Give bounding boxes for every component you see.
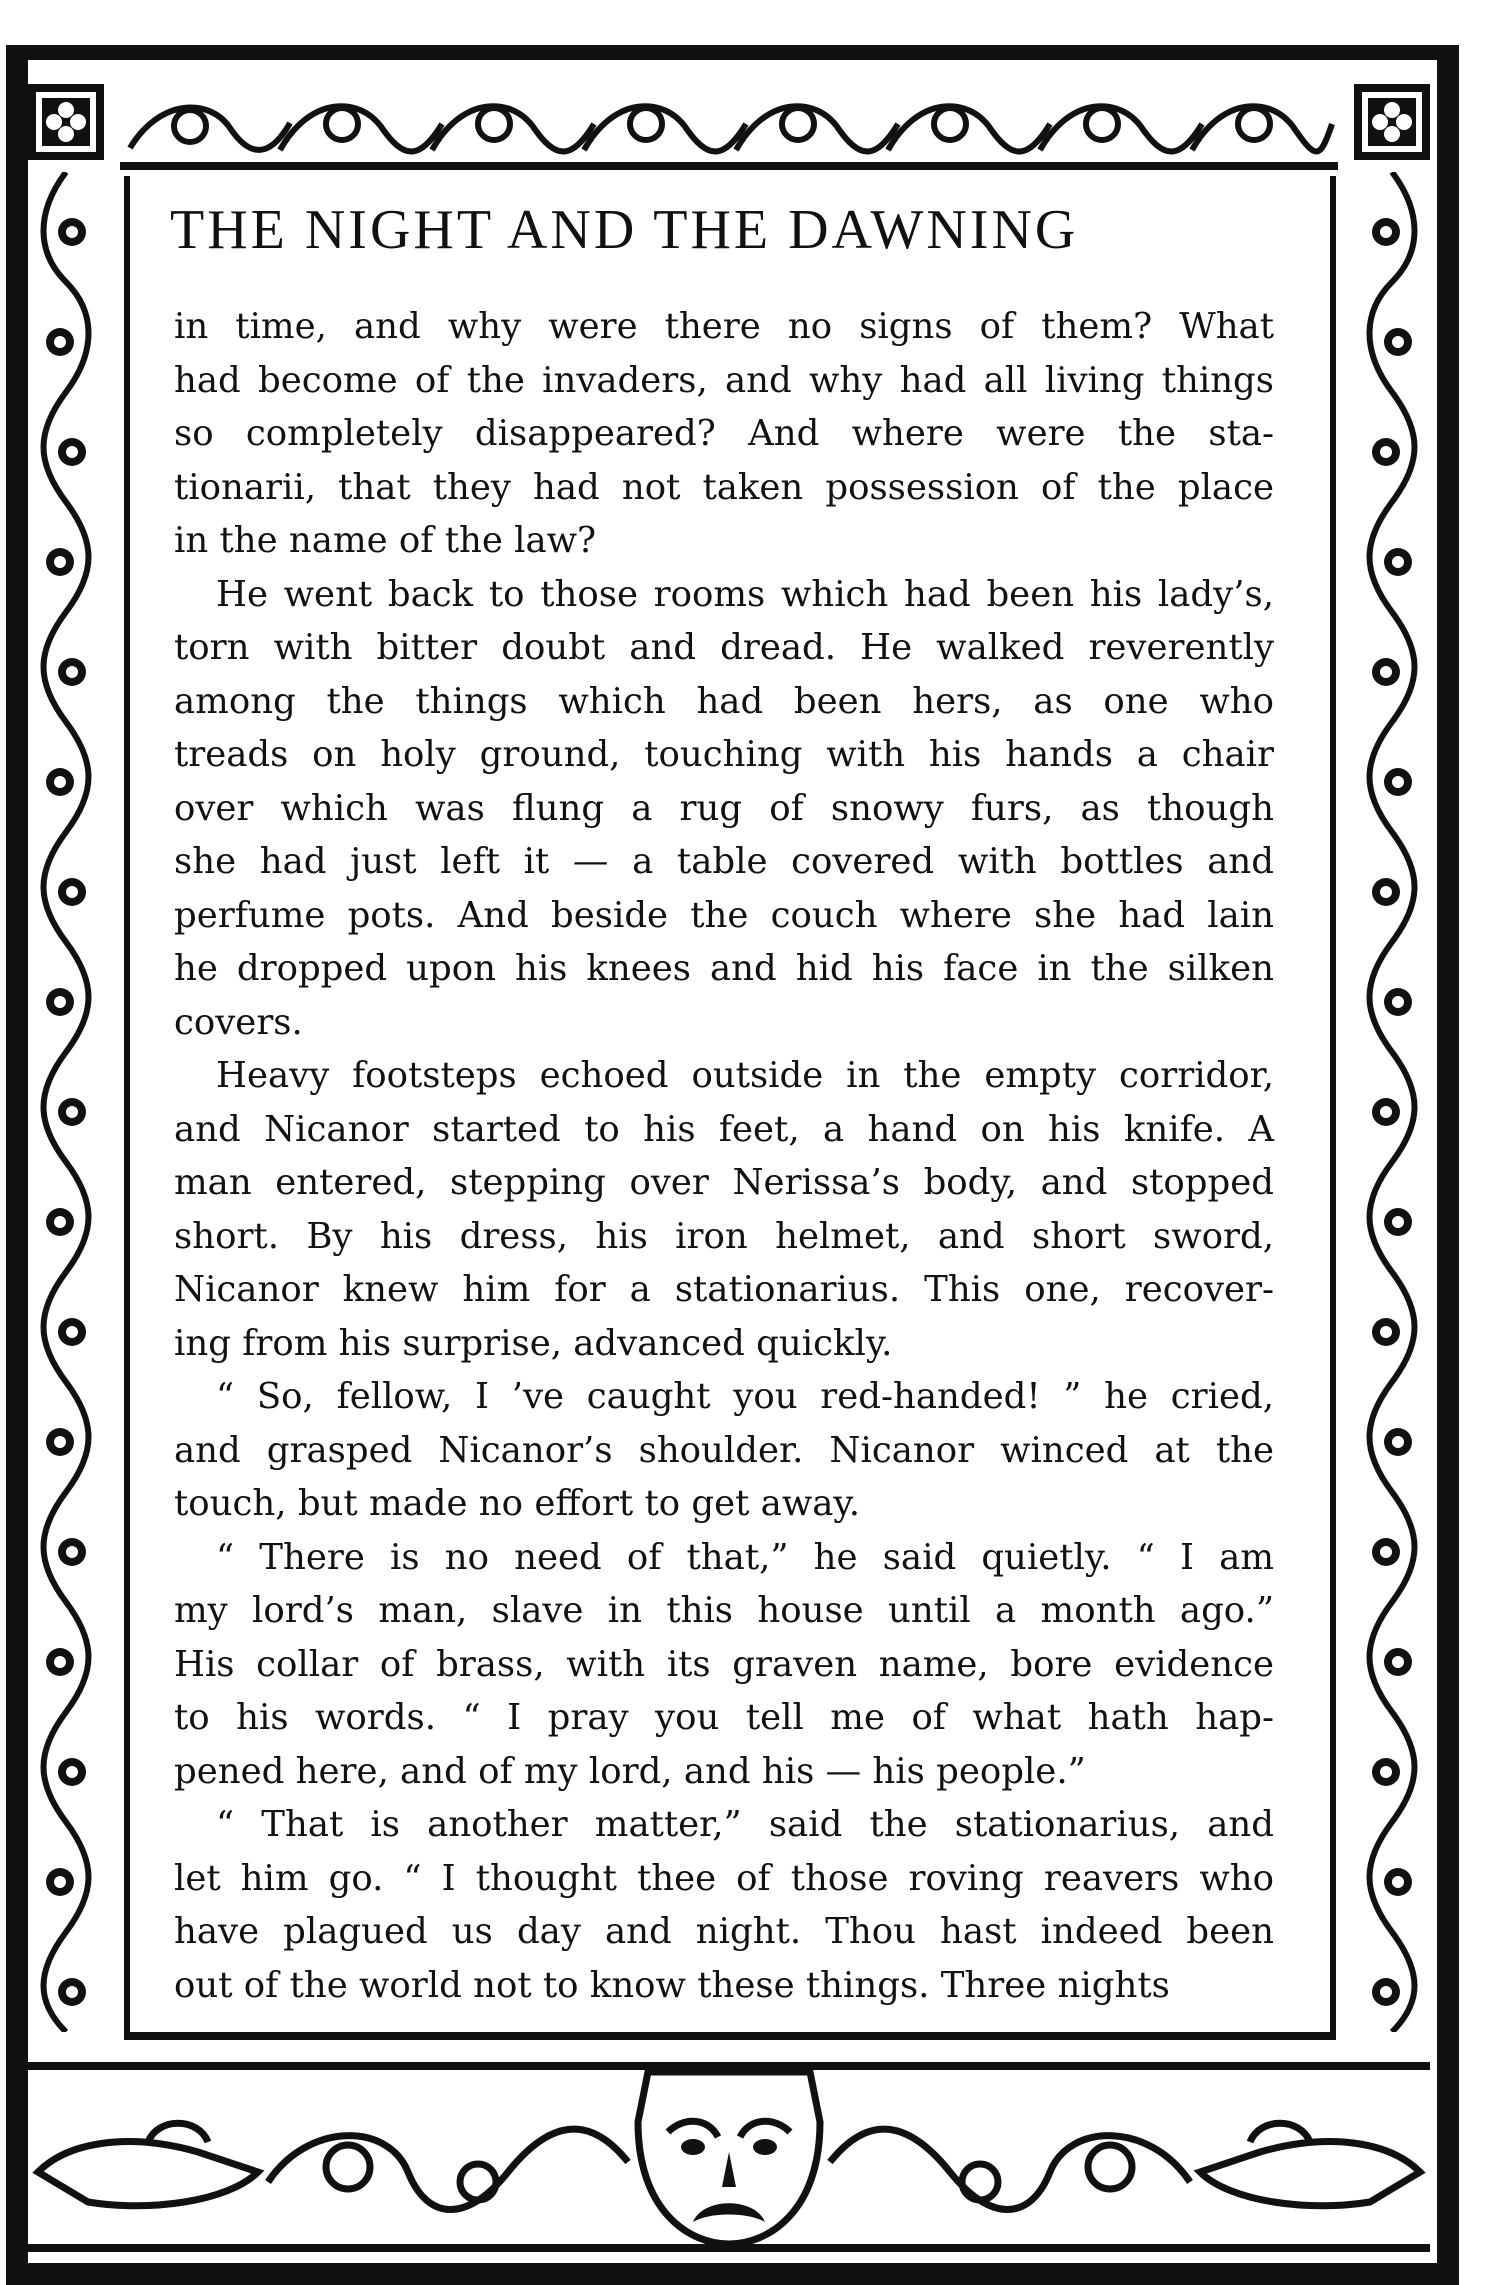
paragraph bbox=[174, 1798, 1274, 2012]
text-line: He went back to those rooms which had been his lady’s, bbox=[216, 573, 1274, 615]
text-line: treads on holy ground, touching with his hands a chair bbox=[174, 734, 1274, 775]
text-line: over which was flung a rug of snowy furs, as though bbox=[174, 787, 1274, 829]
bottom-mask-band bbox=[28, 2062, 1430, 2252]
text-line: “ So, fellow, I ’ve caught you red-handed! ” he cried, bbox=[216, 1376, 1274, 1417]
left-scroll-band bbox=[28, 172, 104, 2032]
top-scroll-band bbox=[120, 78, 1338, 170]
text-line: ing from his surprise, advanced quickly. bbox=[174, 1322, 893, 1364]
text-line: she had just left it — a table covered with bottles and bbox=[174, 841, 1274, 882]
text-line: let him go. “ I thought thee of those roving reavers who bbox=[174, 1857, 1274, 1899]
corner-top-left bbox=[28, 84, 104, 160]
text-line: to his words. “ I pray you tell me of what hath hap- bbox=[174, 1697, 1274, 1738]
paragraph bbox=[174, 1531, 1274, 1799]
acanthus-scroll-ornament-icon bbox=[28, 172, 104, 2032]
text-line: in time, and why were there no signs of them? What bbox=[174, 306, 1274, 347]
text-line: His collar of brass, with its graven name, bore evidence bbox=[174, 1643, 1274, 1685]
text-line: pened here, and of my lord, and his — his people.” bbox=[174, 1750, 1086, 1792]
scroll-wave-ornament-icon bbox=[120, 78, 1338, 170]
right-scroll-band bbox=[1354, 172, 1430, 2032]
text-line: and grasped Nicanor’s shoulder. Nicanor winced at the bbox=[174, 1429, 1274, 1471]
paragraph bbox=[174, 568, 1274, 1050]
text-line: covers. bbox=[174, 1001, 303, 1043]
paragraph bbox=[174, 300, 1274, 568]
text-line: short. By his dress, his iron helmet, and short sword, bbox=[174, 1215, 1274, 1257]
corner-top-right bbox=[1354, 84, 1430, 160]
paragraph bbox=[174, 1370, 1274, 1531]
running-head: THE NIGHT AND THE DAWNING bbox=[170, 199, 1079, 261]
text-line: “ There is no need of that,” he said quietly. “ I am bbox=[216, 1536, 1274, 1578]
text-line: touch, but made no effort to get away. bbox=[174, 1483, 860, 1524]
paragraph bbox=[174, 1049, 1274, 1370]
text-line: perfume pots. And beside the couch where she had lain bbox=[174, 894, 1274, 936]
quatrefoil-flower-icon bbox=[28, 84, 104, 160]
text-line: man entered, stepping over Nerissa’s body, and stopped bbox=[174, 1162, 1274, 1203]
text-line: in the name of the law? bbox=[174, 520, 597, 561]
quatrefoil-flower-icon bbox=[1354, 84, 1430, 160]
text-line: Heavy footsteps echoed outside in the empty corridor, bbox=[216, 1055, 1274, 1096]
text-line: have plagued us day and night. Thou hast indeed been bbox=[174, 1911, 1274, 1952]
body-text bbox=[174, 300, 1274, 2012]
text-line: “ That is another matter,” said the stationarius, and bbox=[216, 1804, 1274, 1845]
text-line: had become of the invaders, and why had all living things bbox=[174, 359, 1274, 401]
text-line: he dropped upon his knees and hid his face in the silken bbox=[174, 948, 1274, 989]
text-line: my lord’s man, slave in this house until a month ago.” bbox=[174, 1590, 1274, 1631]
acanthus-scroll-ornament-icon bbox=[1354, 172, 1430, 2032]
text-line: out of the world not to know these things. Three nights bbox=[174, 1964, 1170, 2006]
text-line: so completely disappeared? And where were the sta- bbox=[174, 413, 1274, 454]
panel-bottom-rule bbox=[124, 2032, 1336, 2040]
text-line: Nicanor knew him for a stationarius. This one, recover- bbox=[174, 1269, 1274, 1310]
text-line: among the things which had been hers, as one who bbox=[174, 680, 1274, 722]
text-line: and Nicanor started to his feet, a hand on his knife. A bbox=[174, 1108, 1274, 1150]
text-line: tionarii, that they had not taken possession of the place bbox=[174, 466, 1274, 508]
lamps-and-tragic-mask-ornament-icon bbox=[28, 2062, 1430, 2252]
text-line: torn with bitter doubt and dread. He walked reverently bbox=[174, 627, 1274, 668]
